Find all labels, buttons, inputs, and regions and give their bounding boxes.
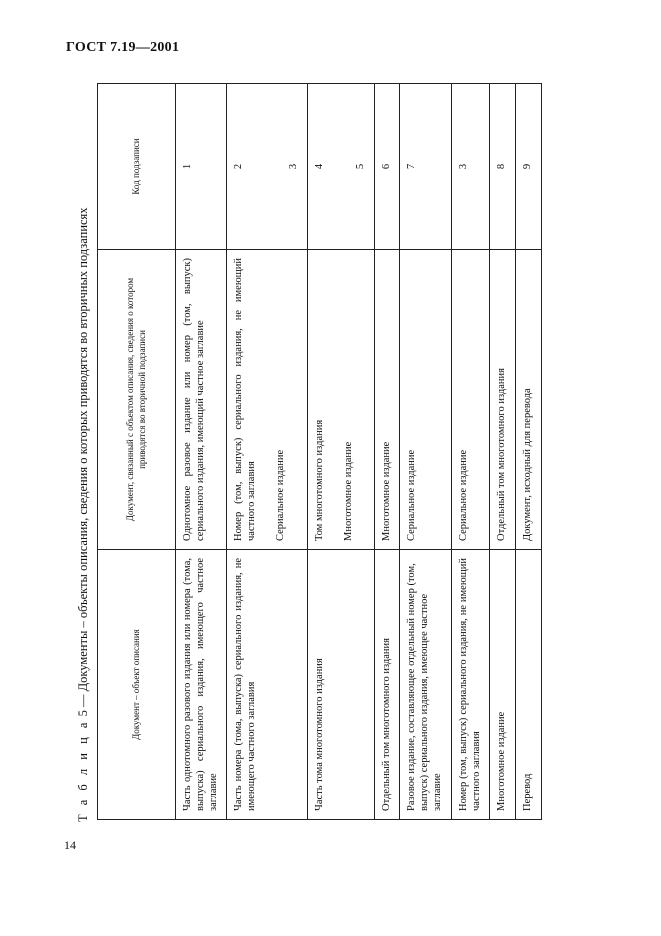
table-row [516,84,542,820]
table-row [307,84,374,820]
related-text: Многотомное издание [342,441,354,541]
document-header: ГОСТ 7.19—2001 [66,40,180,55]
related-cell [307,250,374,550]
code-cell [307,84,374,250]
object-cell: Многотомное издание [490,550,516,820]
code-cell [176,84,227,250]
table-row [400,84,451,820]
object-cell: Часть однотомного разового издания или номера (тома, выпуска) сериального издания, имеющего частное заглавие [176,550,227,820]
table-header-row [98,84,176,820]
related-cell [516,250,542,550]
rotated-content [76,84,534,822]
code-value: 2 [233,163,245,170]
code-value: 9 [522,163,534,170]
code-cell [400,84,451,250]
code-value: 3 [457,163,469,170]
object-cell: Часть номера (тома, выпуска) сериального издания, не имеющего частного заглавия [227,550,308,820]
related-cell [451,250,490,550]
related-text: Отдельный том многотомного издания [496,367,508,541]
related-text: Сериальное издание [274,449,286,541]
code-value: 8 [496,163,508,170]
table-row [227,84,308,820]
code-cell [451,84,490,250]
related-cell [227,250,308,550]
related-text: Многотомное издание [380,441,392,541]
code-value: 1 [182,163,193,170]
object-cell: Отдельный том многотомного издания [374,550,400,820]
code-cell [516,84,542,250]
code-value: 6 [380,163,392,170]
related-text: Том многотомного издания [313,419,325,541]
table-row [490,84,516,820]
column-header-related: Документ, связанный с объектом описания, сведения о котором приводятся во вторичной подзаписи [98,250,176,550]
object-cell: Перевод [516,550,542,820]
related-text: Документ, исходный для перевода [522,388,534,541]
column-header-object: Документ – объект описания [98,550,176,820]
code-cell [227,84,308,250]
page-number: 14 [64,838,76,852]
code-value: 5 [354,163,366,170]
documents-table [97,83,542,820]
caption-text: 5 — Документы – объекты описания, сведения о которых приводятся во вторичных подзаписях [76,207,90,720]
object-cell: Часть тома многотомного издания [307,550,374,820]
column-header-code: Код подзаписи [98,84,176,250]
related-cell [176,250,227,550]
code-cell [490,84,516,250]
code-value: 3 [288,163,300,170]
related-cell [490,250,516,550]
table-row [374,84,400,820]
related-text: Сериальное издание [406,449,418,541]
related-text: Сериальное издание [457,449,469,541]
caption-label: Т а б л и ц а [76,719,90,822]
code-value: 4 [313,163,325,170]
related-text: Однотомное разовое издание или номер (том, выпуск) сериального издания, имеющий частное заглавие [182,258,206,541]
code-value: 7 [406,163,418,170]
related-text: Номер (том, выпуск) сериального издания, не имеющий частного заглавия [233,258,258,541]
code-cell [374,84,400,250]
related-cell [374,250,400,550]
table-caption [76,207,91,822]
table-row [176,84,227,820]
related-cell [400,250,451,550]
object-cell: Номер (том, выпуск) сериального издания, не имеющий частного заглавия [451,550,490,820]
table-row [451,84,490,820]
object-cell: Разовое издание, составляющее отдельный номер (том, выпуск) сериального издания, имеющее частное заглавие [400,550,451,820]
